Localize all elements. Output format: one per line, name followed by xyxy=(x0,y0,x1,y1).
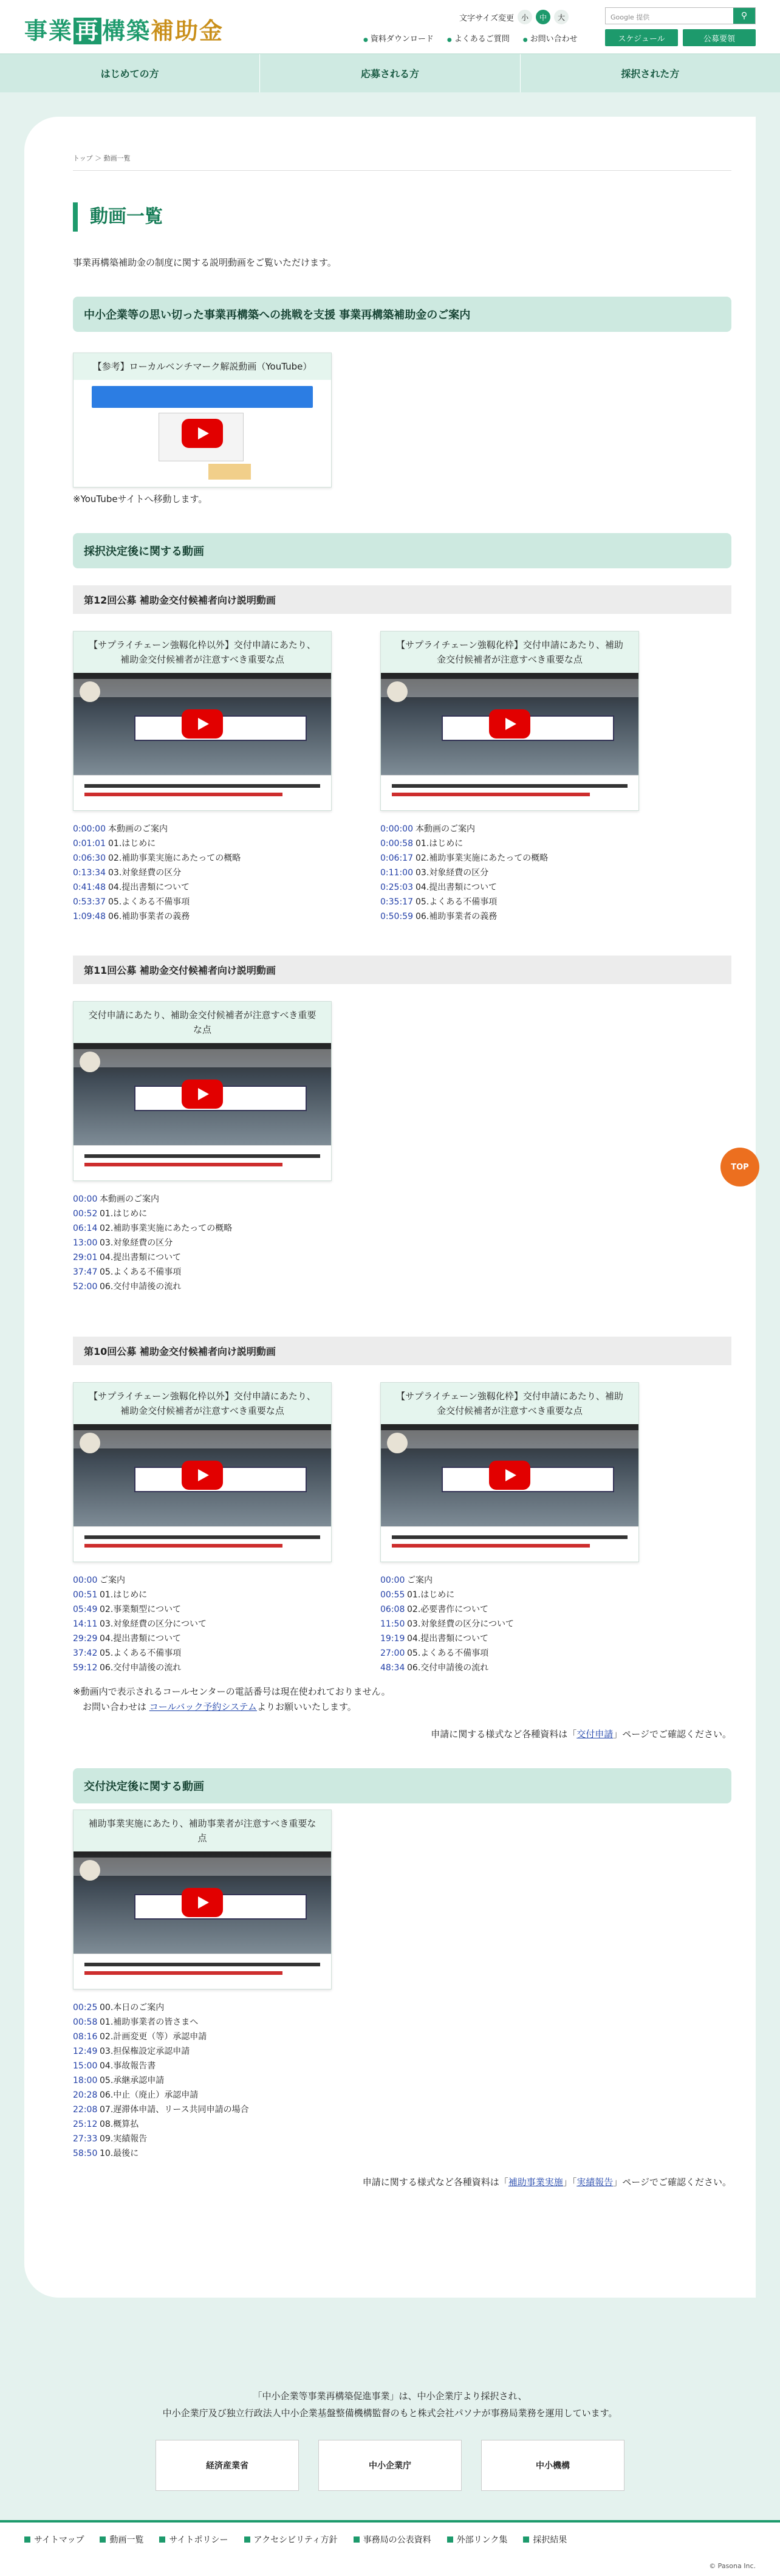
timeline-label: 06.交付申請後の流れ xyxy=(407,1663,489,1673)
timeline-label: 本動画のご案内 xyxy=(416,824,475,834)
section-heading: 交付決定後に関する動画 xyxy=(73,1768,731,1803)
timeline-label: 01.はじめに xyxy=(108,839,156,849)
timeline-label: 06.補助事業者の義務 xyxy=(416,912,498,921)
jisseki-link[interactable]: 実績報告 xyxy=(576,2177,614,2188)
timestamp-link[interactable]: 14:11 xyxy=(73,1619,98,1629)
callback-link[interactable]: コールバック予約システム xyxy=(149,1701,257,1712)
footer-link-policy[interactable]: サイトポリシー xyxy=(159,2533,228,2546)
video-thumbnail[interactable] xyxy=(74,1043,331,1145)
timeline-label: 08.概算払 xyxy=(100,2120,139,2129)
timestamp-link[interactable]: 37:47 xyxy=(73,1267,98,1277)
timeline xyxy=(380,822,639,924)
play-icon[interactable] xyxy=(489,1461,530,1490)
timestamp-link[interactable]: 11:50 xyxy=(380,1619,405,1629)
video-title: 【サプライチェーン強靱化枠以外】交付申請にあたり、補助金交付候補者が注意すべき重要な点 xyxy=(74,1383,331,1424)
timeline-label: 04.提出書類について xyxy=(108,883,190,892)
timestamp-link[interactable]: 0:13:34 xyxy=(73,868,106,878)
timestamp-link[interactable]: 15:00 xyxy=(73,2061,98,2071)
play-icon[interactable] xyxy=(489,709,530,739)
footer xyxy=(0,2388,780,2576)
timestamp-link[interactable]: 00:00 xyxy=(380,1576,405,1585)
timeline-entry xyxy=(73,1617,332,1631)
timestamp-link[interactable]: 08:16 xyxy=(73,2032,98,2042)
timeline-label: 10.最後に xyxy=(100,2149,139,2158)
timeline-label: ご案内 xyxy=(407,1576,433,1585)
link-downloads[interactable]: ● 資料ダウンロード xyxy=(363,32,434,44)
timestamp-link[interactable]: 52:00 xyxy=(73,1282,98,1292)
page-lead: 事業再構築補助金の制度に関する説明動画をご覧いただけます。 xyxy=(73,257,337,268)
video-card[interactable] xyxy=(73,1810,332,1989)
font-size-switcher xyxy=(459,10,569,24)
koufu-link[interactable]: 交付申請 xyxy=(576,1729,614,1740)
partner-logos xyxy=(0,2440,780,2491)
timeline-label: 06.補助事業者の義務 xyxy=(108,912,190,921)
timeline-entry xyxy=(73,822,332,836)
timestamp-link[interactable]: 06:14 xyxy=(73,1224,98,1233)
timestamp-link[interactable]: 00:55 xyxy=(380,1590,405,1600)
timeline-entry xyxy=(73,1221,332,1236)
site-logo[interactable]: 事業 再 構築補助金 xyxy=(24,18,224,44)
timestamp-link[interactable]: 05:49 xyxy=(73,1605,98,1614)
font-size-medium[interactable]: 中 xyxy=(536,10,550,24)
footer-link-public-docs[interactable]: 事務局の公表資料 xyxy=(354,2533,431,2546)
timestamp-link[interactable]: 00:58 xyxy=(73,2017,98,2027)
timeline-label: 05.よくある不備事項 xyxy=(100,1648,182,1658)
timestamp-link[interactable]: 0:11:00 xyxy=(380,868,413,878)
reference-text: 申請に関する様式など各種資料は「交付申請」ページでご確認ください。 xyxy=(431,1729,731,1740)
timeline-label: 05.承継承認申請 xyxy=(100,2076,165,2085)
timeline-entry xyxy=(380,822,639,836)
timeline-entry xyxy=(380,909,639,924)
timestamp-link[interactable]: 0:00:00 xyxy=(380,824,413,834)
timeline-label: 02.計画変更（等）承認申請 xyxy=(100,2032,207,2042)
timeline-entry xyxy=(380,895,639,909)
timeline-entry xyxy=(73,836,332,851)
timeline-label: 06.交付申請後の流れ xyxy=(100,1282,182,1292)
link-faq[interactable]: ● よくあるご質問 xyxy=(447,32,510,44)
timeline-entry xyxy=(73,2059,332,2073)
footer-nav xyxy=(0,2520,780,2557)
timestamp-link[interactable]: 0:53:37 xyxy=(73,897,106,907)
timeline-entry xyxy=(73,2044,332,2059)
video-thumbnail[interactable] xyxy=(74,673,331,775)
video-card[interactable] xyxy=(380,1382,639,1562)
timeline-label: ご案内 xyxy=(100,1576,125,1585)
timeline-label: 05.よくある不備事項 xyxy=(407,1648,489,1658)
timeline-entry xyxy=(73,1279,332,1294)
timestamp-link[interactable]: 59:12 xyxy=(73,1663,98,1673)
header xyxy=(0,0,780,53)
font-size-small[interactable]: 小 xyxy=(518,10,532,24)
timeline-entry xyxy=(73,2088,332,2102)
video-card[interactable] xyxy=(73,1001,332,1181)
play-icon[interactable] xyxy=(182,1080,223,1109)
timeline-entry xyxy=(380,1631,639,1646)
timestamp-link[interactable]: 00:51 xyxy=(73,1590,98,1600)
timeline-entry xyxy=(73,1646,332,1661)
timeline-label: 03.対象経費の区分について xyxy=(407,1619,514,1629)
timeline xyxy=(73,822,332,924)
note: ※YouTubeサイトへ移動します。 xyxy=(73,494,208,505)
link-contact[interactable]: ● お問い合わせ xyxy=(523,32,578,44)
timeline-entry xyxy=(73,2030,332,2044)
timeline-label: 04.提出書類について xyxy=(407,1634,488,1644)
timestamp-link[interactable]: 48:34 xyxy=(380,1663,405,1673)
timeline-entry xyxy=(73,1236,332,1250)
timestamp-link[interactable]: 00:25 xyxy=(73,2003,98,2013)
timeline-entry xyxy=(73,2000,332,2015)
timeline-entry xyxy=(380,1646,639,1661)
timeline-label: 04.事故報告書 xyxy=(100,2061,156,2071)
footer-link-sitemap[interactable]: サイトマップ xyxy=(24,2533,84,2546)
search-input[interactable]: Google 提供 xyxy=(611,13,650,21)
timeline-label: 04.提出書類について xyxy=(100,1634,181,1644)
smrj-logo[interactable]: 中小機構 xyxy=(481,2440,624,2491)
timeline-label: 01.はじめに xyxy=(100,1590,148,1600)
video-title: 【サプライチェーン強靱化枠以外】交付申請にあたり、補助金交付候補者が注意すべき重要な点 xyxy=(74,632,331,673)
video-title: 交付申請にあたり、補助金交付候補者が注意すべき重要な点 xyxy=(74,1002,331,1043)
timeline xyxy=(73,2000,332,2161)
timestamp-link[interactable]: 27:00 xyxy=(380,1648,405,1658)
timeline-entry xyxy=(380,1602,639,1617)
timeline-entry xyxy=(380,851,639,866)
copyright: © Pasona Inc. xyxy=(0,2557,780,2576)
reference-text: 申請に関する様式など各種資料は「補助事業実施」「実績報告」ページでご確認ください。 xyxy=(362,2177,731,2188)
timeline-entry xyxy=(73,2117,332,2132)
note: お問い合わせは コールバック予約システムよりお願いいたします。 xyxy=(83,1701,357,1712)
timeline xyxy=(380,1573,639,1675)
nav-applicants[interactable]: 応募される方 xyxy=(260,54,520,92)
timeline-entry xyxy=(73,2146,332,2161)
video-thumbnail[interactable] xyxy=(74,380,331,487)
play-icon[interactable] xyxy=(182,419,223,448)
timeline-label: 06.交付申請後の流れ xyxy=(100,1663,182,1673)
timeline-label: 03.対象経費の区分 xyxy=(108,868,182,878)
video-card[interactable] xyxy=(380,631,639,811)
timeline-entry xyxy=(73,1192,332,1207)
timeline-entry xyxy=(73,851,332,866)
timeline-entry xyxy=(73,1588,332,1602)
timestamp-link[interactable]: 12:49 xyxy=(73,2047,98,2056)
timeline xyxy=(73,1192,332,1294)
footer-link-videos[interactable]: 動画一覧 xyxy=(100,2533,143,2546)
timestamp-link[interactable]: 27:33 xyxy=(73,2134,98,2144)
page-title: 動画一覧 xyxy=(73,202,731,232)
koubo-button[interactable]: 公募要領 xyxy=(683,29,756,46)
timestamp-link[interactable]: 58:50 xyxy=(73,2149,98,2158)
timeline-entry xyxy=(73,909,332,924)
timeline-label: 02.事業類型について xyxy=(100,1605,181,1614)
video-title: 【サプライチェーン強靱化枠】交付申請にあたり、補助金交付候補者が注意すべき重要な点 xyxy=(381,632,638,673)
timestamp-link[interactable]: 0:25:03 xyxy=(380,883,413,892)
video-thumbnail[interactable] xyxy=(74,1424,331,1526)
timeline-entry xyxy=(73,1250,332,1265)
timeline-label: 07.遅滞体申請、リース共同申請の場合 xyxy=(100,2105,249,2115)
timeline-label: 02.補助事業実施にあたっての概略 xyxy=(108,853,241,863)
timeline-entry xyxy=(73,1207,332,1221)
timeline-entry xyxy=(73,2132,332,2146)
timestamp-link[interactable]: 20:28 xyxy=(73,2090,98,2100)
timeline-entry xyxy=(380,1661,639,1675)
timestamp-link[interactable]: 0:35:17 xyxy=(380,897,413,907)
note: ※動画内で表示されるコールセンターの電話番号は現在使われておりません。 xyxy=(73,1686,391,1697)
timeline-entry xyxy=(380,1617,639,1631)
timestamp-link[interactable]: 0:06:30 xyxy=(73,853,106,863)
timeline-entry xyxy=(380,880,639,895)
timeline-entry xyxy=(73,2015,332,2030)
timeline-label: 03.対象経費の区分について xyxy=(100,1619,207,1629)
font-size-label: 文字サイズ変更 xyxy=(459,13,514,23)
timeline-entry xyxy=(73,895,332,909)
timeline-label: 02.補助事業実施にあたっての概略 xyxy=(416,853,549,863)
timeline-entry xyxy=(73,1661,332,1675)
timeline-label: 03.担保権設定承認申請 xyxy=(100,2047,190,2056)
timestamp-link[interactable]: 0:00:00 xyxy=(73,824,106,834)
footer-link-results[interactable]: 採択結果 xyxy=(523,2533,567,2546)
timeline-label: 03.対象経費の区分 xyxy=(416,868,489,878)
video-title: 【サプライチェーン強靱化枠】交付申請にあたり、補助金交付候補者が注意すべき重要な点 xyxy=(381,1383,638,1424)
timeline-entry xyxy=(380,866,639,880)
schedule-button[interactable]: スケジュール xyxy=(605,29,678,46)
section-heading: 採択決定後に関する動画 xyxy=(73,533,731,568)
chusho-logo[interactable]: 中小企業庁 xyxy=(318,2440,462,2491)
back-to-top-button[interactable]: TOP xyxy=(720,1148,759,1186)
timeline-entry xyxy=(73,1573,332,1588)
subsection-heading: 第10回公募 補助金交付候補者向け説明動画 xyxy=(73,1337,731,1365)
timestamp-link[interactable]: 0:06:17 xyxy=(380,853,413,863)
footer-link-external[interactable]: 外部リンク集 xyxy=(447,2533,508,2546)
timeline-label: 03.対象経費の区分 xyxy=(100,1238,173,1248)
timeline-entry xyxy=(380,1588,639,1602)
nav-first-time[interactable]: はじめての方 xyxy=(0,54,260,92)
timeline-label: 01.はじめに xyxy=(100,1209,148,1219)
timeline xyxy=(73,1573,332,1675)
timeline-label: 00.本日のご案内 xyxy=(100,2003,165,2013)
breadcrumb[interactable]: トップ ＞ 動画一覧 xyxy=(73,153,731,171)
timestamp-link[interactable]: 29:01 xyxy=(73,1253,98,1262)
timeline-label: 01.はじめに xyxy=(407,1590,455,1600)
timestamp-link[interactable]: 00:00 xyxy=(73,1194,98,1204)
timestamp-link[interactable]: 0:41:48 xyxy=(73,883,106,892)
timestamp-link[interactable]: 00:52 xyxy=(73,1209,98,1219)
timeline-entry xyxy=(73,1265,332,1279)
timeline-label: 06.中止（廃止）承認申請 xyxy=(100,2090,199,2100)
timeline-label: 04.提出書類について xyxy=(100,1253,181,1262)
video-card[interactable] xyxy=(73,631,332,811)
video-title: 【参考】ローカルベンチマーク解説動画（YouTube） xyxy=(74,353,331,380)
footer-link-accessibility[interactable]: アクセシビリティ方針 xyxy=(244,2533,338,2546)
timestamp-link[interactable]: 18:00 xyxy=(73,2076,98,2085)
timestamp-link[interactable]: 37:42 xyxy=(73,1648,98,1658)
timestamp-link[interactable]: 00:00 xyxy=(73,1576,98,1585)
timestamp-link[interactable]: 06:08 xyxy=(380,1605,405,1614)
nav-adopted[interactable]: 採択された方 xyxy=(621,68,680,80)
meti-logo[interactable]: 経済産業省 xyxy=(156,2440,299,2491)
timeline-label: 05.よくある不備事項 xyxy=(416,897,498,907)
video-card[interactable] xyxy=(73,353,332,487)
timeline-label: 05.よくある不備事項 xyxy=(108,897,190,907)
timestamp-link[interactable]: 19:19 xyxy=(380,1634,405,1644)
video-thumbnail[interactable] xyxy=(381,673,638,775)
play-icon[interactable] xyxy=(182,1461,223,1490)
timeline-entry xyxy=(73,880,332,895)
video-thumbnail[interactable] xyxy=(381,1424,638,1526)
timeline-label: 本動画のご案内 xyxy=(108,824,168,834)
timeline-label: 02.補助事業実施にあたっての概略 xyxy=(100,1224,233,1233)
timeline-label: 01.補助事業者の皆さまへ xyxy=(100,2017,199,2027)
timestamp-link[interactable]: 13:00 xyxy=(73,1238,98,1248)
search-icon[interactable]: ⚲ xyxy=(733,8,755,24)
timeline-entry xyxy=(73,1602,332,1617)
timestamp-link[interactable]: 25:12 xyxy=(73,2120,98,2129)
timestamp-link[interactable]: 0:01:01 xyxy=(73,839,106,849)
timeline-label: 05.よくある不備事項 xyxy=(100,1267,182,1277)
utility-links xyxy=(363,32,578,44)
timeline-label: 本動画のご案内 xyxy=(100,1194,159,1204)
timeline-entry xyxy=(73,1631,332,1646)
timeline-entry xyxy=(380,836,639,851)
video-thumbnail[interactable] xyxy=(74,1851,331,1954)
video-card[interactable] xyxy=(73,1382,332,1562)
timestamp-link[interactable]: 0:00:58 xyxy=(380,839,413,849)
video-title: 補助事業実施にあたり、補助事業者が注意すべき重要な点 xyxy=(74,1810,331,1851)
timestamp-link[interactable]: 1:09:48 xyxy=(73,912,106,921)
timeline-label: 01.はじめに xyxy=(416,839,464,849)
play-icon[interactable] xyxy=(182,1888,223,1917)
timeline-entry xyxy=(73,2102,332,2117)
jisshi-link[interactable]: 補助事業実施 xyxy=(508,2177,563,2188)
play-icon[interactable] xyxy=(182,709,223,739)
timestamp-link[interactable]: 29:29 xyxy=(73,1634,98,1644)
timestamp-link[interactable]: 22:08 xyxy=(73,2105,98,2115)
timeline-entry xyxy=(380,1573,639,1588)
section-heading: 中小企業等の思い切った事業再構築への挑戦を支援 事業再構築補助金のご案内 xyxy=(73,297,731,332)
timeline-label: 02.必要書作について xyxy=(407,1605,488,1614)
subsection-heading: 第12回公募 補助金交付候補者向け説明動画 xyxy=(73,585,731,614)
timeline-entry xyxy=(73,2073,332,2088)
main-content xyxy=(24,117,756,2298)
main-nav xyxy=(0,53,780,92)
timestamp-link[interactable]: 0:50:59 xyxy=(380,912,413,921)
timeline-entry xyxy=(73,866,332,880)
search-box xyxy=(605,7,756,24)
timeline-label: 04.提出書類について xyxy=(416,883,497,892)
disclaimer: 「中小企業等事業再構築促進事業」は、中小企業庁より採択され、 中小企業庁及び独立行政法人中小企業基盤整備機構監督のもと株式会社パソナが事務局業務を運用しています。 xyxy=(162,2391,618,2419)
font-size-large[interactable]: 大 xyxy=(554,10,569,24)
subsection-heading: 第11回公募 補助金交付候補者向け説明動画 xyxy=(73,956,731,984)
timeline-label: 09.実績報告 xyxy=(100,2134,148,2144)
